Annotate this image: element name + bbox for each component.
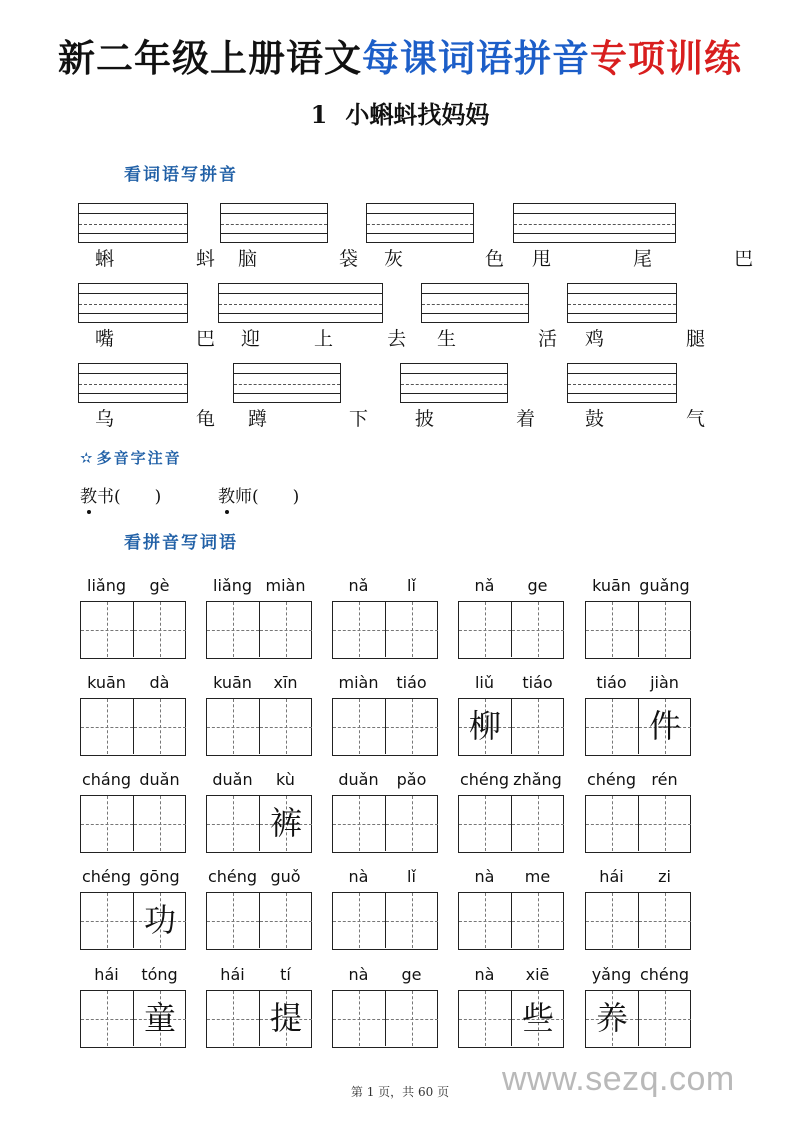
pinyin-label: jiàn (650, 673, 679, 692)
writing-guide-line (219, 313, 382, 314)
character-cell[interactable] (586, 602, 638, 657)
writing-guide-line (422, 293, 528, 294)
handwritten-character (586, 699, 638, 754)
pinyin-writing-box[interactable] (513, 203, 676, 243)
handwritten-character (134, 602, 186, 657)
pinyin-writing-box[interactable] (233, 363, 341, 403)
pinyin-label: rén (651, 770, 678, 789)
handwritten-character (207, 602, 259, 657)
handwritten-character (639, 796, 691, 851)
writing-guide-line (568, 293, 676, 294)
character-cell[interactable] (638, 991, 691, 1046)
character-cell[interactable] (385, 893, 438, 948)
character-cell[interactable] (385, 796, 438, 851)
dotted-character: 教 (80, 487, 97, 507)
handwritten-character: 件 (648, 707, 681, 745)
pinyin-label: nà (474, 965, 495, 984)
character-writing-grid[interactable] (585, 795, 691, 853)
handwritten-character: 养 (595, 999, 628, 1037)
pinyin-label: tiáo (396, 673, 427, 692)
character-writing-grid[interactable] (80, 601, 186, 659)
pinyin-label: guǒ (270, 867, 301, 886)
writing-guide-line (568, 393, 676, 394)
header-part1: 新二年级上册语文 (58, 36, 362, 80)
pinyin-writing-box[interactable] (421, 283, 529, 323)
writing-guide-line (514, 213, 675, 214)
handwritten-character (260, 699, 312, 754)
writing-guide-line (367, 224, 473, 225)
polyphonic-item (218, 482, 299, 507)
character-cell[interactable] (459, 796, 511, 851)
vocabulary-word: 鼓 气 (585, 408, 744, 430)
pinyin-label: hái (220, 965, 245, 984)
lesson-number: 1 (310, 100, 328, 129)
pinyin-label: chéng (81, 867, 132, 886)
handwritten-character (81, 893, 133, 948)
handwritten-character (512, 602, 564, 657)
pinyin-label: chéng (459, 770, 510, 789)
pinyin-writing-box[interactable] (220, 203, 328, 243)
header-part3: 专项训练 (590, 36, 742, 80)
writing-guide-line (79, 393, 187, 394)
handwritten-character: 柳 (468, 707, 501, 745)
pinyin-label: nà (348, 965, 369, 984)
handwritten-character (81, 602, 133, 657)
handwritten-character: 童 (143, 999, 176, 1037)
handwritten-character (333, 893, 385, 948)
watermark: www.sezq.com (502, 1060, 735, 1098)
pinyin-label: liǔ (474, 673, 495, 692)
pinyin-writing-box[interactable] (400, 363, 508, 403)
character-cell[interactable] (511, 991, 564, 1046)
character-cell[interactable] (207, 796, 259, 851)
handwritten-character (512, 699, 564, 754)
vocabulary-word: 蝌 蚪 (95, 248, 254, 270)
pinyin-label: tiáo (522, 673, 553, 692)
pinyin-label: liǎng (87, 576, 126, 595)
writing-guide-line (219, 293, 382, 294)
character-cell[interactable] (259, 991, 312, 1046)
character-cell[interactable] (511, 602, 564, 657)
pinyin-label: nǎ (474, 576, 495, 595)
character-cell[interactable] (81, 796, 133, 851)
handwritten-character (81, 699, 133, 754)
character-writing-grid[interactable] (585, 990, 691, 1048)
writing-guide-line (79, 224, 187, 225)
writing-guide-line (221, 233, 327, 234)
writing-guide-line (401, 393, 507, 394)
pinyin-writing-box[interactable] (78, 203, 188, 243)
handwritten-character (459, 893, 511, 948)
pinyin-label: gè (149, 576, 170, 595)
pinyin-writing-box[interactable] (567, 363, 677, 403)
vocabulary-word: 迎 上 去 (241, 328, 431, 350)
handwritten-character (333, 991, 385, 1046)
character-writing-grid[interactable] (458, 698, 564, 756)
pinyin-label: duǎn (139, 770, 180, 789)
writing-guide-line (234, 393, 340, 394)
handwritten-character (81, 796, 133, 851)
pinyin-label: nà (474, 867, 495, 886)
pinyin-label: hái (94, 965, 119, 984)
pinyin-writing-box[interactable] (78, 363, 188, 403)
character-cell[interactable] (638, 602, 691, 657)
page-header (0, 28, 800, 82)
character-writing-grid[interactable] (332, 990, 438, 1048)
handwritten-character (386, 991, 438, 1046)
handwritten-character (207, 699, 259, 754)
writing-guide-line (79, 213, 187, 214)
pinyin-label: kuān (592, 576, 631, 595)
pinyin-label: ge (527, 576, 548, 595)
pinyin-label: lǐ (407, 867, 416, 886)
handwritten-character (586, 602, 638, 657)
character-cell[interactable] (586, 893, 638, 948)
handwritten-character (260, 893, 312, 948)
character-cell[interactable] (207, 991, 259, 1046)
lesson-name: 小蝌蚪找妈妈 (345, 100, 490, 129)
character-cell[interactable] (207, 699, 259, 754)
handwritten-character (134, 796, 186, 851)
handwritten-character (333, 699, 385, 754)
character-cell[interactable] (259, 699, 312, 754)
character-cell[interactable] (133, 991, 186, 1046)
pinyin-label: cháng (81, 770, 132, 789)
character-cell[interactable] (259, 796, 312, 851)
character-writing-grid[interactable] (458, 892, 564, 950)
pinyin-label: duǎn (212, 770, 253, 789)
character-cell[interactable] (385, 602, 438, 657)
character-cell[interactable] (81, 991, 133, 1046)
vocabulary-word: 嘴 巴 (95, 328, 254, 350)
handwritten-character: 些 (521, 999, 554, 1037)
pinyin-label: tiáo (596, 673, 627, 692)
writing-guide-line (234, 384, 340, 385)
pinyin-label: liǎng (213, 576, 252, 595)
section-title-polyphonic (80, 447, 182, 468)
handwritten-character (459, 991, 511, 1046)
handwritten-character (512, 796, 564, 851)
pinyin-label: nǎ (348, 576, 369, 595)
pinyin-label: guǎng (639, 576, 690, 595)
character-cell[interactable] (459, 893, 511, 948)
pinyin-label: gōng (139, 867, 180, 886)
section-title-word-to-pinyin: 看词语写拼音 (124, 165, 238, 185)
pinyin-writing-box[interactable] (218, 283, 383, 323)
writing-guide-line (79, 384, 187, 385)
pinyin-label: tóng (141, 965, 178, 984)
character-cell[interactable] (586, 796, 638, 851)
pinyin-label: zhǎng (513, 770, 562, 789)
character-cell[interactable] (586, 991, 638, 1046)
polyphonic-title-text: 多音字注音 (96, 449, 182, 467)
character-writing-grid[interactable] (80, 795, 186, 853)
vocabulary-word: 蹲 下 (248, 408, 407, 430)
writing-guide-line (401, 384, 507, 385)
character-cell[interactable] (133, 796, 186, 851)
pinyin-label: tí (280, 965, 291, 984)
handwritten-character (386, 893, 438, 948)
handwritten-character (639, 602, 691, 657)
character-cell[interactable] (333, 991, 385, 1046)
character-cell[interactable] (207, 602, 259, 657)
polyphonic-answer-blank[interactable]: 书( ) (97, 487, 162, 507)
character-cell[interactable] (207, 893, 259, 948)
character-cell[interactable] (638, 699, 691, 754)
character-cell[interactable] (586, 699, 638, 754)
section-title-pinyin-to-word: 看拼音写词语 (124, 533, 238, 553)
vocabulary-word: 甩 尾 巴 (532, 248, 792, 270)
dotted-character: 教 (218, 487, 235, 507)
writing-guide-line (79, 373, 187, 374)
character-cell[interactable] (81, 699, 133, 754)
writing-guide-line (367, 213, 473, 214)
character-cell[interactable] (259, 893, 312, 948)
writing-guide-line (79, 293, 187, 294)
writing-guide-line (514, 233, 675, 234)
pinyin-writing-box[interactable] (78, 283, 188, 323)
character-writing-grid[interactable] (585, 698, 691, 756)
character-writing-grid[interactable] (585, 601, 691, 659)
pinyin-label: nà (348, 867, 369, 886)
handwritten-character (207, 796, 259, 851)
character-cell[interactable] (459, 602, 511, 657)
pinyin-label: zi (658, 867, 671, 886)
pinyin-label: me (524, 867, 551, 886)
star-icon: ✫ (80, 449, 95, 467)
handwritten-character (333, 602, 385, 657)
character-writing-grid[interactable] (458, 795, 564, 853)
vocabulary-word: 灰 色 (384, 248, 543, 270)
pinyin-label: kuān (213, 673, 252, 692)
character-cell[interactable] (133, 602, 186, 657)
pinyin-label: duǎn (338, 770, 379, 789)
character-writing-grid[interactable] (332, 795, 438, 853)
handwritten-character (586, 893, 638, 948)
character-writing-grid[interactable] (80, 990, 186, 1048)
handwritten-character (207, 893, 259, 948)
pinyin-label: xīn (273, 673, 298, 692)
pinyin-label: kù (276, 770, 295, 789)
character-writing-grid[interactable] (458, 601, 564, 659)
handwritten-character: 功 (143, 901, 176, 939)
handwritten-character (260, 602, 312, 657)
handwritten-character (207, 991, 259, 1046)
character-cell[interactable] (333, 699, 385, 754)
character-writing-grid[interactable] (585, 892, 691, 950)
writing-guide-line (367, 233, 473, 234)
character-writing-grid[interactable] (206, 990, 312, 1048)
character-writing-grid[interactable] (206, 601, 312, 659)
character-cell[interactable] (333, 796, 385, 851)
writing-guide-line (221, 213, 327, 214)
lesson-title (0, 95, 800, 130)
vocabulary-word: 乌 龟 (95, 408, 254, 430)
handwritten-character (586, 796, 638, 851)
handwritten-character: 裤 (269, 804, 302, 842)
writing-guide-line (221, 224, 327, 225)
pinyin-label: chéng (639, 965, 690, 984)
character-cell[interactable] (511, 796, 564, 851)
character-cell[interactable] (638, 893, 691, 948)
character-writing-grid[interactable] (206, 892, 312, 950)
writing-guide-line (79, 233, 187, 234)
handwritten-character (386, 796, 438, 851)
pinyin-label: hái (599, 867, 624, 886)
character-writing-grid[interactable] (458, 990, 564, 1048)
writing-guide-line (219, 304, 382, 305)
handwritten-character (134, 699, 186, 754)
character-writing-grid[interactable] (332, 601, 438, 659)
pinyin-label: kuān (87, 673, 126, 692)
handwritten-character (639, 893, 691, 948)
handwritten-character (459, 796, 511, 851)
pinyin-label: yǎng (591, 965, 632, 984)
handwritten-character (512, 893, 564, 948)
handwritten-character (639, 991, 691, 1046)
character-writing-grid[interactable] (206, 698, 312, 756)
pinyin-label: chéng (586, 770, 637, 789)
character-cell[interactable] (638, 796, 691, 851)
character-writing-grid[interactable] (206, 795, 312, 853)
writing-guide-line (422, 313, 528, 314)
writing-guide-line (234, 373, 340, 374)
pinyin-label: xiē (525, 965, 550, 984)
character-cell[interactable] (81, 602, 133, 657)
character-writing-grid[interactable] (80, 698, 186, 756)
pinyin-label: miàn (338, 673, 379, 692)
character-cell[interactable] (385, 699, 438, 754)
writing-guide-line (422, 304, 528, 305)
character-writing-grid[interactable] (332, 698, 438, 756)
pinyin-label: miàn (265, 576, 306, 595)
header-part2: 每课词语拼音 (362, 36, 590, 80)
pinyin-label: dà (149, 673, 170, 692)
character-writing-grid[interactable] (332, 892, 438, 950)
handwritten-character (386, 699, 438, 754)
writing-guide-line (79, 313, 187, 314)
vocabulary-word: 生 活 (437, 328, 596, 350)
pinyin-label: lǐ (407, 576, 416, 595)
page-footer: 第 1 页，共 60 页 (350, 1085, 450, 1099)
character-cell[interactable] (333, 602, 385, 657)
character-cell[interactable] (81, 893, 133, 948)
vocabulary-word: 脑 袋 (238, 248, 397, 270)
pinyin-label: ge (401, 965, 422, 984)
pinyin-label: pǎo (396, 770, 427, 789)
character-cell[interactable] (511, 893, 564, 948)
character-cell[interactable] (459, 991, 511, 1046)
writing-guide-line (568, 304, 676, 305)
character-cell[interactable] (333, 893, 385, 948)
pinyin-writing-box[interactable] (366, 203, 474, 243)
handwritten-character (333, 796, 385, 851)
pinyin-writing-box[interactable] (567, 283, 677, 323)
character-cell[interactable] (133, 699, 186, 754)
writing-guide-line (568, 373, 676, 374)
writing-guide-line (79, 304, 187, 305)
pinyin-label: chéng (207, 867, 258, 886)
writing-guide-line (568, 384, 676, 385)
character-writing-grid[interactable] (80, 892, 186, 950)
writing-guide-line (401, 373, 507, 374)
character-cell[interactable] (385, 991, 438, 1046)
character-cell[interactable] (511, 699, 564, 754)
vocabulary-word: 披 着 (415, 408, 574, 430)
vocabulary-word: 鸡 腿 (585, 328, 744, 350)
writing-guide-line (514, 224, 675, 225)
character-cell[interactable] (459, 699, 511, 754)
handwritten-character: 提 (269, 999, 302, 1037)
handwritten-character (386, 602, 438, 657)
character-cell[interactable] (259, 602, 312, 657)
handwritten-character (459, 602, 511, 657)
handwritten-character (81, 991, 133, 1046)
polyphonic-answer-blank[interactable]: 师( ) (235, 487, 300, 507)
polyphonic-item (80, 482, 161, 507)
character-cell[interactable] (133, 893, 186, 948)
writing-guide-line (568, 313, 676, 314)
